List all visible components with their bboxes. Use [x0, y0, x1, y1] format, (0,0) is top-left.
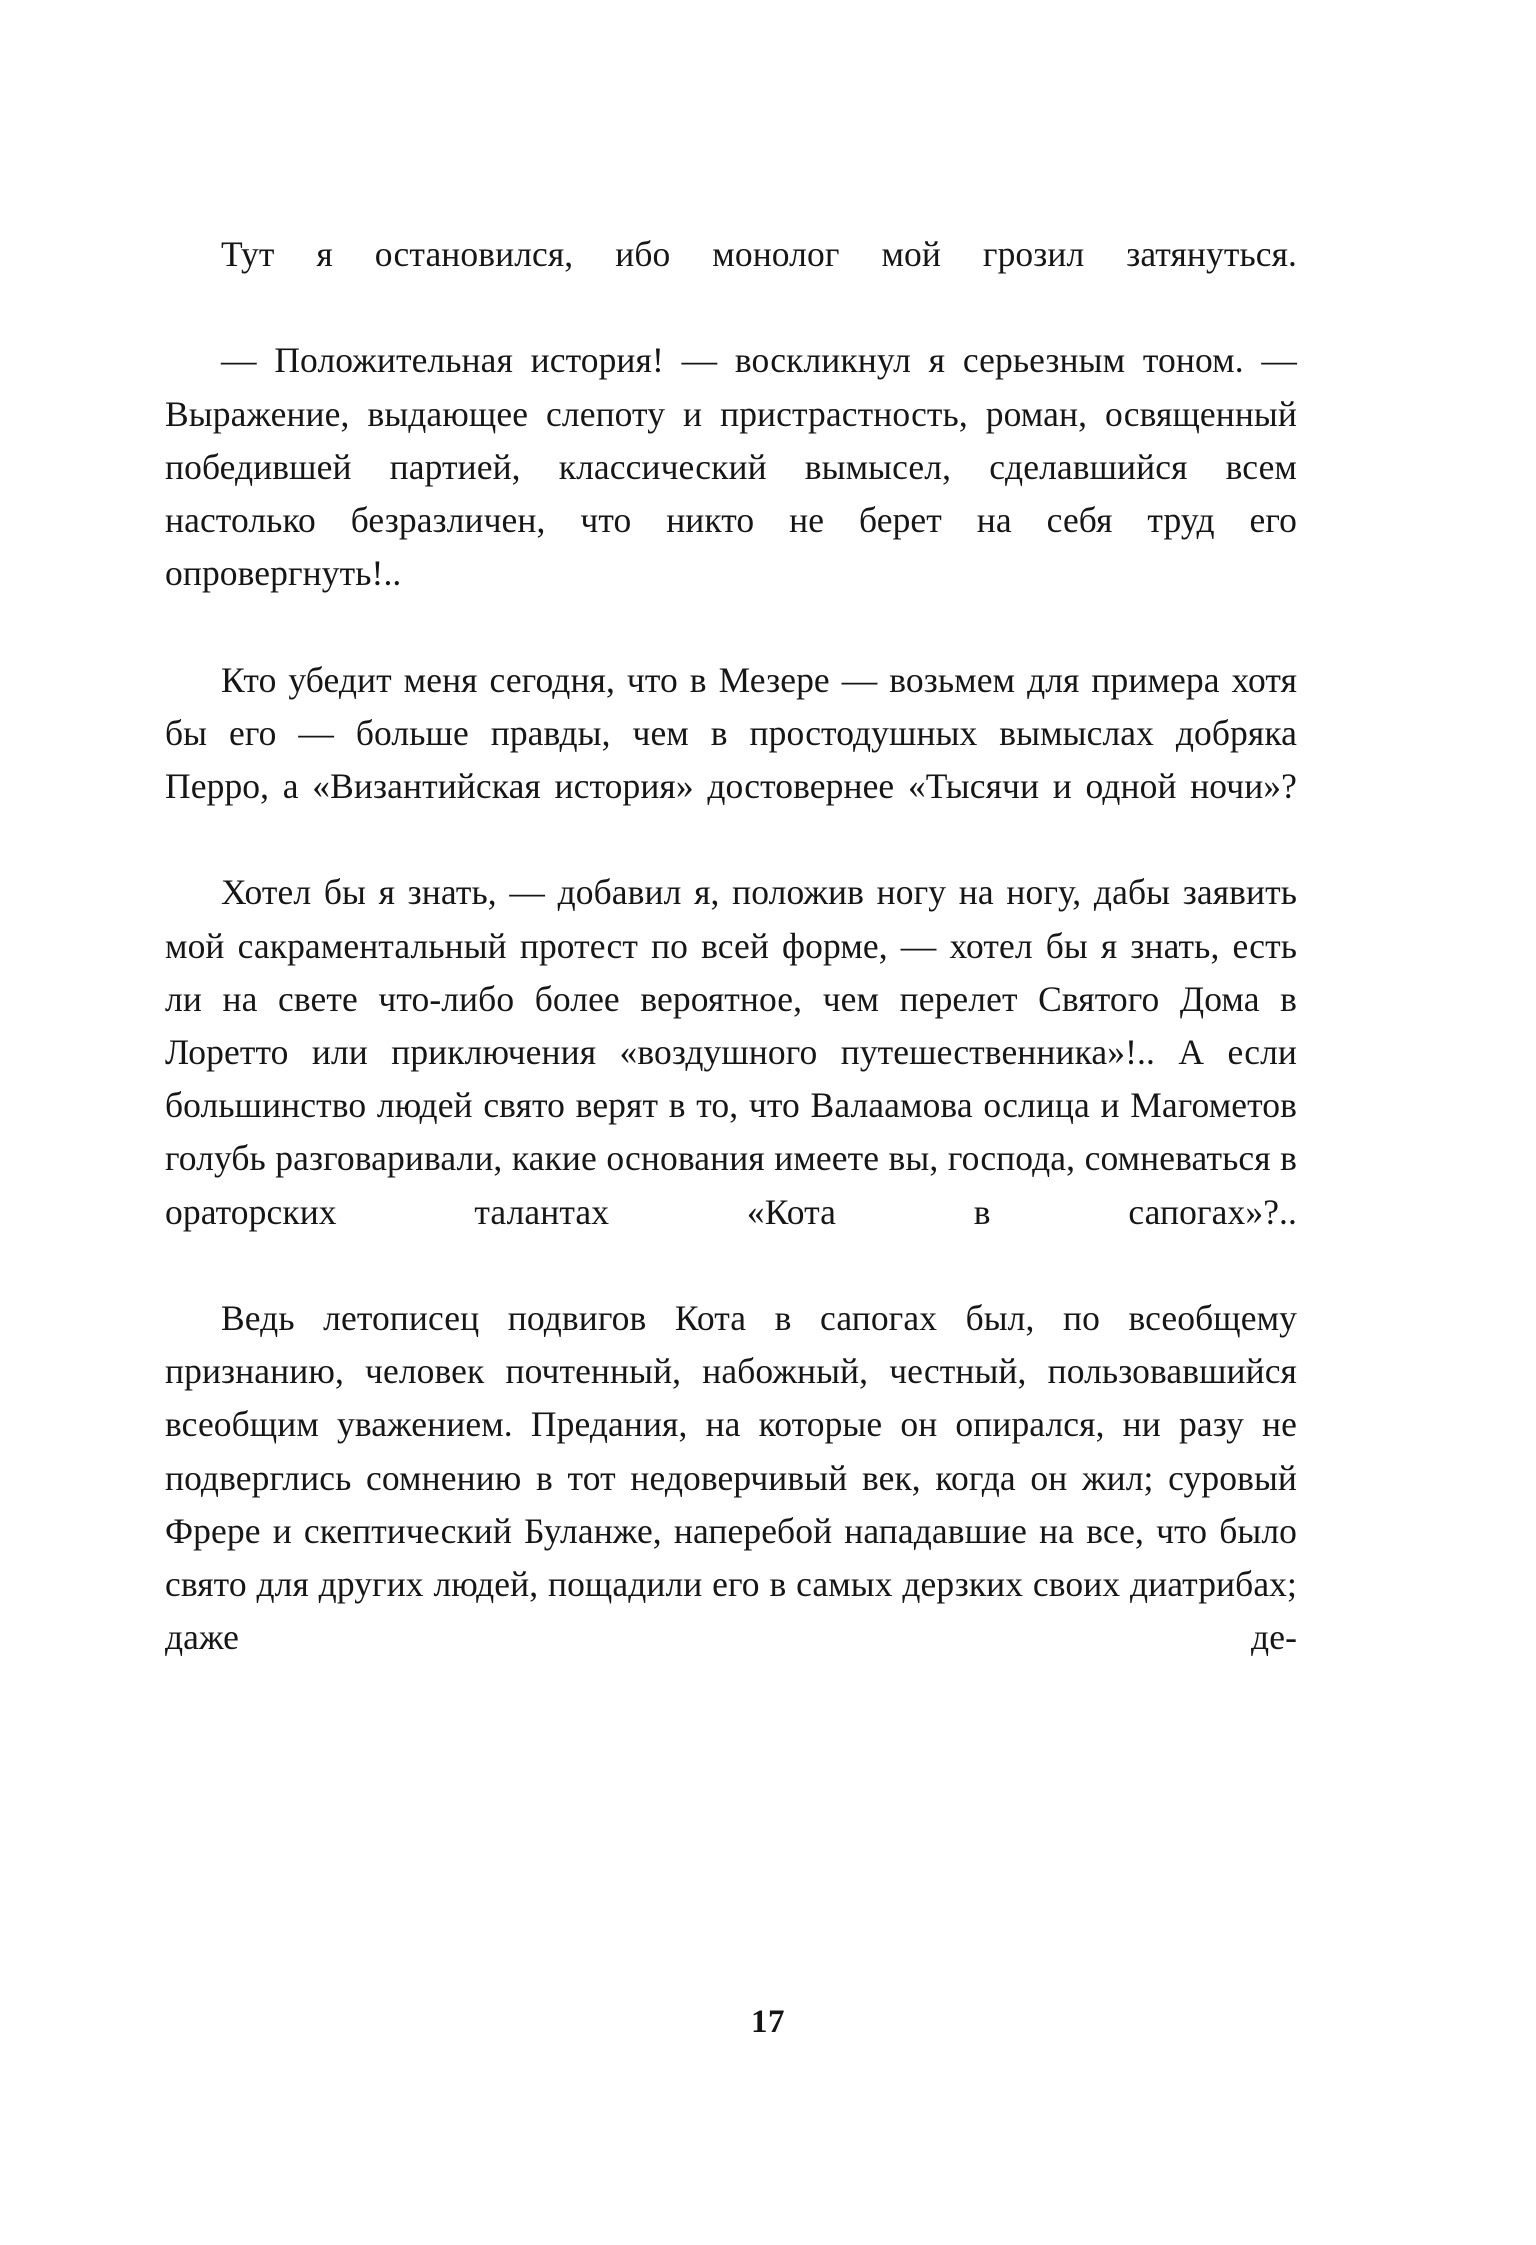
body-paragraph-3: Кто убедит меня сегодня, что в Мезере — возьмем для примера хотя бы его — больше правды, чем в простодушных вымыслах добряка Перро, а «Византийская история» достовернее «Тысячи и одной ночи»? — [165, 659, 1297, 807]
body-paragraph-1: Тут я остановился, ибо монолог мой грозил затянуться. — [221, 234, 1297, 274]
body-paragraph-4: Хотел бы я знать, — добавил я, положив ногу на ногу, дабы заявить мой сакраментальный протест по всей форме, — хотел бы я знать, есть ли на свете что-либо более вероятное, чем перелет Святого Дома в Лоретто или приключения «воздушного путешественника»!.. А если большинство людей свято верят в то, что Валаамова ослица и Магометов голубь разговаривали, какие основания имеете вы, господа, сомневаться в ораторских талантах «Кота в сапогах»?.. — [165, 872, 1297, 1232]
page-number: 17 — [751, 2004, 785, 2040]
page-text-block — [165, 228, 1297, 1718]
body-paragraph-2: — Положительная история! — воскликнул я серьезным тоном. — Выражение, выдающее слепоту и пристрастность, роман, освященный победившей партией, классический вымысел, сделавшийся всем настолько безразличен, что никто не берет на себя труд его опровергнуть!.. — [165, 340, 1297, 594]
body-paragraph-5: Ведь летописец подвигов Кота в сапогах был, по всеобщему признанию, человек почтенный, набожный, честный, пользовавшийся всеобщим уважением. Предания, на которые он опирался, ни разу не подверглись сомнению в тот недоверчивый век, когда он жил; суровый Фрере и скептический Буланже, наперебой нападавшие на все, что было свято для других людей, пощадили его в самых дерзких своих диатрибах; даже де- — [165, 1298, 1297, 1658]
